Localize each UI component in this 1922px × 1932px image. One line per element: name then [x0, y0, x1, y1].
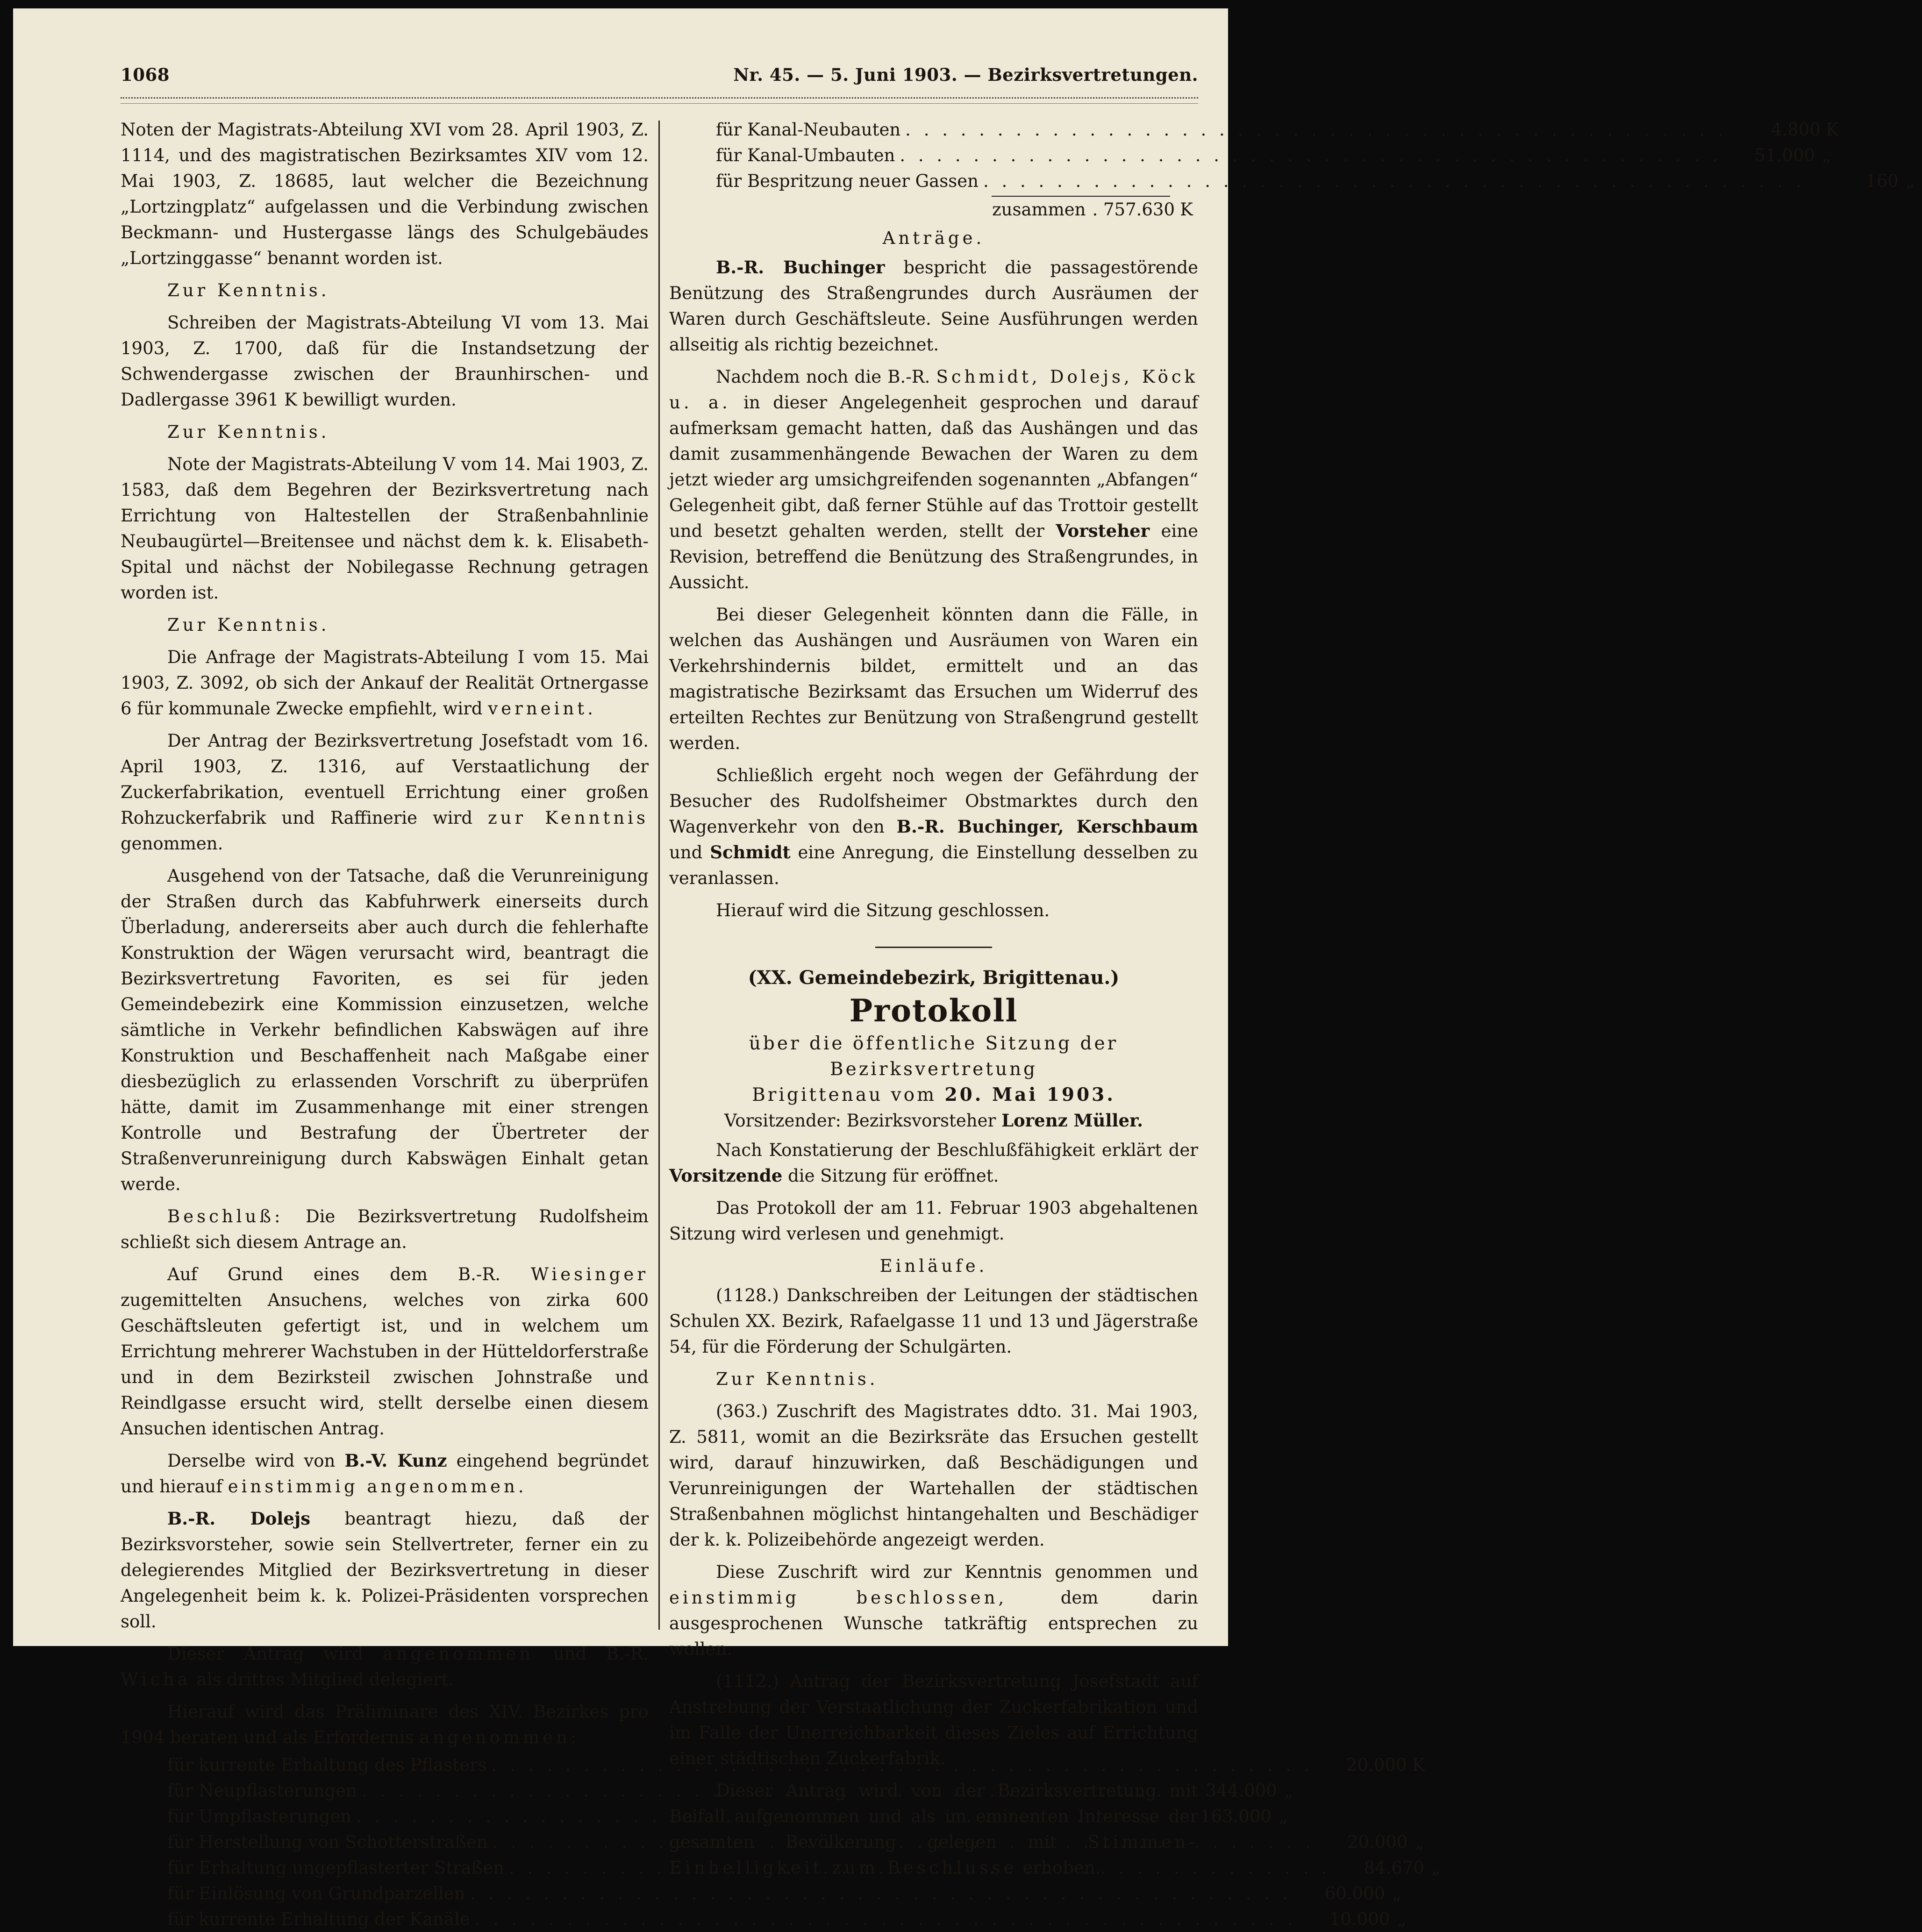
- paragraph-zuschrift-beschlossen: Diese Zuschrift wird zur Kenntnis genommen und einstimmig beschlossen, dem darin ausgesprochenen Wunsche tatkräftig entsprechen zu wollen.: [669, 1562, 1198, 1659]
- paragraph-1112: (1112.) Antrag der Bezirksvertretung Josefstadt auf Anstrebung der Verstaatlichung der Zuckerfabrikation und im Falle der Unerreichbarkeit dieses Zieles auf Errichtung einer städtischen Zuckerfabrik.: [669, 1671, 1198, 1768]
- note-zur-kenntnis: Zur Kenntnis.: [167, 422, 330, 442]
- budget-row: für Erhaltung ungepflasterter Straßen . . . 84.670 „: [121, 1855, 649, 1881]
- district-heading: (XX. Gemeindebezirk, Brigittenau.): [748, 967, 1120, 989]
- paragraph-363: (363.) Zuschrift des Magistrates ddto. 31. Mai 1903, Z. 5811, womit an die Bezirksräte das Ersuchen gestellt wird, darauf hinzuwirken, daß Beschädigungen und Verunreinigungen der Wartehallen der städtischen Straßenbahnen möglichst hintangehalten und Beschädiger der k. k. Polizeibehörde angezeigt werden.: [669, 1401, 1198, 1550]
- budget-list-right: [669, 117, 1915, 222]
- protokoll-subtitle-line1: über die öffentliche Sitzung der Bezirksvertretung: [749, 1033, 1119, 1080]
- paragraph-sitzung-geschlossen: Hierauf wird die Sitzung geschlossen.: [716, 900, 1050, 920]
- section-heading-antraege: Anträge.: [882, 228, 985, 248]
- newspaper-page: [13, 8, 1915, 1929]
- paragraph-ortnergasse: Die Anfrage der Magistrats-Abteilung I vom 15. Mai 1903, Z. 3092, ob sich der Ankauf der Realität Ortnergasse 6 für kommunale Zwecke empfiehlt, wird verneint.: [121, 647, 649, 719]
- protokoll-subtitle-line2: Brigittenau vom 20. Mai 1903.: [752, 1084, 1115, 1105]
- chairman-line: Vorsitzender: Bezirksvorsteher Lorenz Müller.: [724, 1110, 1143, 1131]
- paragraph-wachstuben: Auf Grund eines dem B.-R. Wiesinger zugemittelten Ansuchens, welches von zirka 600 Geschäftsleuten gefertigt ist, und in welchem um Errichtung mehrerer Wachstuben in der Hütteldorferstraße und in dem Bezirksteil zwischen Johnstraße und Reindlgasse ersucht wird, stellt derselbe einen diesem Ansuchen identischen Antrag.: [121, 1264, 649, 1439]
- column-divider: [658, 121, 660, 1630]
- note-zur-kenntnis: Zur Kenntnis.: [167, 280, 330, 300]
- paragraph-eroeffnung: Nach Konstatierung der Beschlußfähigkeit erklärt der Vorsitzende die Sitzung für eröffnet.: [669, 1140, 1198, 1186]
- paragraph-buchinger: B.-R. Buchinger bespricht die passagestörende Benützung des Straßengrundes durch Ausräumen der Waren durch Geschäftsleute. Seine Ausführungen werden allseitig als richtig bezeichnet.: [669, 257, 1198, 355]
- section-heading-einlaeufe: Einläufe.: [879, 1256, 988, 1276]
- note-zur-kenntnis: Zur Kenntnis.: [167, 615, 330, 635]
- paragraph-obstmarkt: Schließlich ergeht noch wegen der Gefährdung der Besucher des Rudolfsheimer Obstmarktes durch den Wagenverkehr von den B.-R. Buchinger, Kerschbaum und Schmidt eine Anregung, die Einstellung desselben zu veranlassen.: [669, 765, 1199, 888]
- budget-row: für Einlösung von Grundparzellen . . . 60.000 „: [121, 1881, 649, 1906]
- protokoll-title: Protokoll: [849, 992, 1018, 1029]
- budget-row: für Neupflasterungen . . . 344.000 „: [121, 1778, 649, 1804]
- paragraph-beschluss: Beschluß: Die Bezirksvertretung Rudolfsheim schließt sich diesem Antrage an.: [121, 1206, 649, 1252]
- paragraph-wicha: Dieser Antrag wird angenommen und B.-R. Wicha als drittes Mitglied delegiert.: [121, 1644, 649, 1690]
- header-rule: [121, 97, 1198, 104]
- paragraph-zuckerfabrikation: Der Antrag der Bezirksvertretung Josefstadt vom 16. April 1903, Z. 1316, auf Verstaatlichung der Zuckerfabrikation, eventuell Errichtung einer großen Rohzuckerfabrik und Raffinerie wird zur Kenntnis genommen.: [121, 731, 649, 854]
- section-divider: [875, 947, 992, 948]
- page-number: 1068: [121, 64, 170, 85]
- page-header: [121, 64, 1198, 93]
- budget-total-row: zusammen . 757.630 K: [992, 200, 1193, 220]
- paragraph-vorsteher-revision: Nachdem noch die B.-R. Schmidt, Dolejs, Köck u. a. in dieser Angelegenheit gesprochen und darauf aufmerksam gemacht hatten, daß das Aushängen und das damit zusammenhängende Bewachen der Waren zu dem jetzt wieder arg umsichgreifenden sogenannten „Abfangen“ Gelegenheit gibt, daß ferner Stühle auf das Trottoir gestellt und besetzt gehalten werden, stellt der Vorsteher eine Revision, betreffend die Benützung des Straßengrundes, in Aussicht.: [669, 367, 1198, 592]
- budget-row: für Kanal-Neubauten . . . 4.800 K: [669, 117, 1198, 143]
- budget-row: für Bespritzung neuer Gassen . . . 160 „: [669, 168, 1198, 194]
- paragraph-praeliminare: Hierauf wird das Präliminare des XIV. Bezirkes pro 1904 beraten und als Erfordernis angenommen:: [121, 1702, 649, 1747]
- paragraph-kabfuhrwerk: Ausgehend von der Tatsache, daß die Verunreinigung der Straßen durch das Kabfuhrwerk einerseits durch Überladung, andererseits aber auch durch die fehlerhafte Konstruktion der Wägen verursacht wird, beantragt die Bezirksvertretung Favoriten, es sei für jeden Gemeindebezirk eine Kommission einzusetzen, welche sämtliche in Verkehr befindlichen Kabswägen auf ihre Konstruktion und Beschaffenheit nach Maßgabe einer diesbezüglich zu erlassenden Vorschrift zu überprüfen hätte, damit im Zusammenhange mit einer strengen Kontrolle und Bestrafung der Übertreter der Straßenverunreinigung durch Kabswägen Einhalt getan werde.: [121, 866, 649, 1194]
- budget-row: für kurrente Erhaltung der Kanäle . . . 10.000 „: [121, 1906, 649, 1932]
- budget-row: für kurrente Erhaltung des Pflasters . . . 20.000 K: [121, 1752, 649, 1778]
- paragraph-protokoll-verlesen: Das Protokoll der am 11. Februar 1903 abgehaltenen Sitzung wird verlesen und genehmigt.: [669, 1198, 1198, 1244]
- paragraph-lortzinggasse: Noten der Magistrats-Abteilung XVI vom 28. April 1903, Z. 1114, und des magistratischen Bezirksamtes XIV vom 12. Mai 1903, Z. 18685, laut welcher die Bezeichnung „Lortzingplatz“ aufgelassen und die Verbindung zwischen Beckmann- und Hustergasse längs des Schulgebäudes „Lortzinggasse“ benannt worden ist.: [121, 120, 649, 268]
- paragraph-kunz: Derselbe wird von B.-V. Kunz eingehend begründet und hierauf einstimmig angenommen.: [121, 1450, 649, 1497]
- paragraph-haltestellen: Note der Magistrats-Abteilung V vom 14. Mai 1903, Z. 1583, daß dem Begehren der Bezirksvertretung nach Errichtung von Haltestellen der Straßenbahnlinie Neubaugürtel—Breitensee und nächst dem k. k. Elisabeth-Spital und nächst der Nobilegasse Rechnung getragen worden ist.: [121, 454, 649, 603]
- paragraph-dolejs: B.-R. Dolejs beantragt hiezu, daß der Bezirksvorsteher, sowie sein Stellvertreter, ferner ein zu delegierendes Mitglied der Bezirksvertretung in dieser Angelegenheit beim k. k. Polizei-Präsidenten vorsprechen soll.: [121, 1508, 649, 1632]
- budget-row: für Umpflasterungen . . . 163.000 „: [121, 1804, 649, 1829]
- budget-row: für Kanal-Umbauten . . . 51.000 „: [669, 143, 1198, 168]
- paragraph-beifall: Dieser Antrag wird von der Bezirksvertretung mit Beifall aufgenommen und als im eminenten Interesse der gesamten Bevölkerung gelegen mit Stimmen-Einhelligkeit zum Beschlusse erhoben.: [669, 1781, 1198, 1878]
- note-zur-kenntnis: Zur Kenntnis.: [716, 1369, 879, 1389]
- paragraph-1128: (1128.) Dankschreiben der Leitungen der städtischen Schulen XX. Bezirk, Rafaelgasse 11 und 13 und Jägerstraße 54, für die Förderung der Schulgärten.: [669, 1285, 1198, 1357]
- running-title: Nr. 45. — 5. Juni 1903. — Bezirksvertretungen.: [733, 64, 1198, 85]
- paragraph-schwendergasse: Schreiben der Magistrats-Abteilung VI vom 13. Mai 1903, Z. 1700, daß für die Instandsetzung der Schwendergasse zwischen der Braunhirschen- und Dadlergasse 3961 K bewilligt wurden.: [121, 313, 649, 410]
- paragraph-verkehrshindernis: Bei dieser Gelegenheit könnten dann die Fälle, in welchen das Aushängen und Ausräumen von Waren ein Verkehrshindernis bildet, ermittelt und an das magistratische Bezirksamt das Ersuchen um Widerruf des erteilten Rechtes zur Benützung von Straßengrund gestellt werden.: [669, 605, 1198, 753]
- budget-row: für Herstellung von Schotterstraßen . . . 20.000 „: [121, 1829, 649, 1855]
